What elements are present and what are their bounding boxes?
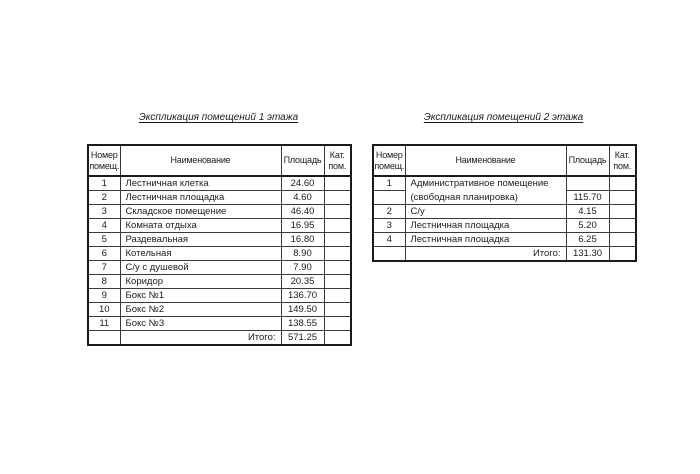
cell-category: [609, 191, 636, 205]
explication-block-floor2: [372, 112, 635, 262]
cell-name: (свободная планировка): [405, 191, 566, 205]
cell-name: Бокс №2: [120, 303, 281, 317]
cell-number: 5: [88, 233, 120, 247]
cell-number: 3: [88, 205, 120, 219]
cell-number: 1: [373, 176, 405, 191]
total-row: [88, 331, 351, 346]
cell-name: Лестничная площадка: [405, 219, 566, 233]
table-row: [88, 205, 351, 219]
total-row: [373, 247, 636, 262]
cell-category: [324, 275, 351, 289]
cell-number: 7: [88, 261, 120, 275]
header-row: [88, 145, 351, 176]
cell-name: Административное помещение: [405, 176, 566, 191]
explication-block-floor1: [87, 112, 350, 346]
cell-category: [324, 219, 351, 233]
header-category: [324, 145, 351, 176]
cell-name: Бокс №1: [120, 289, 281, 303]
table-row: [373, 176, 636, 191]
cell-name: Бокс №3: [120, 317, 281, 331]
header-number-line2: помещ.: [374, 160, 405, 171]
header-number: [373, 145, 405, 176]
cell-area: 24.60: [281, 176, 324, 191]
header-category-line2: пом.: [613, 160, 632, 171]
cell-category: [609, 233, 636, 247]
header-category-line1: Кат.: [329, 150, 345, 161]
cell-area: 20.35: [281, 275, 324, 289]
cell-number: 11: [88, 317, 120, 331]
cell-area: 5.20: [566, 219, 609, 233]
cell-category: [609, 176, 636, 191]
total-label: Итого:: [405, 247, 566, 262]
header-area: Площадь: [566, 145, 609, 176]
cell-name: Лестничная площадка: [405, 233, 566, 247]
header-number-line1: Номер: [375, 150, 403, 161]
cell-category: [324, 303, 351, 317]
table-title-floor1: Экспликация помещений 1 этажа: [138, 112, 299, 123]
explication-table-floor2: [372, 144, 637, 262]
cell-area: 16.95: [281, 219, 324, 233]
cell-number: 8: [88, 275, 120, 289]
table-row: [88, 176, 351, 191]
cell-number: [373, 247, 405, 262]
table-row: [88, 233, 351, 247]
table-row: [373, 205, 636, 219]
cell-category: [324, 331, 351, 346]
header-number-line2: помещ.: [89, 160, 120, 171]
cell-area: 138.55: [281, 317, 324, 331]
cell-number: 2: [373, 205, 405, 219]
cell-category: [324, 191, 351, 205]
cell-name: Комната отдыха: [120, 219, 281, 233]
table-row: [88, 289, 351, 303]
cell-area: 136.70: [281, 289, 324, 303]
explication-table-floor1: [87, 144, 352, 346]
table-row: [88, 219, 351, 233]
table-row: [373, 233, 636, 247]
cell-number: 4: [373, 233, 405, 247]
cell-name: С/у с душевой: [120, 261, 281, 275]
header-name: Наименование: [120, 145, 281, 176]
cell-category: [609, 219, 636, 233]
cell-name: С/у: [405, 205, 566, 219]
header-category: [609, 145, 636, 176]
header-name: Наименование: [405, 145, 566, 176]
cell-area: 4.15: [566, 205, 609, 219]
cell-category: [324, 176, 351, 191]
cell-name: Раздевальная: [120, 233, 281, 247]
header-category-line1: Кат.: [614, 150, 630, 161]
total-value: 131.30: [566, 247, 609, 262]
cell-area: 4.60: [281, 191, 324, 205]
cell-name: Складское помещение: [120, 205, 281, 219]
cell-category: [324, 205, 351, 219]
cell-name: Лестничная клетка: [120, 176, 281, 191]
table-title-floor2: Экспликация помещений 2 этажа: [423, 112, 584, 123]
cell-number: 10: [88, 303, 120, 317]
cell-name: Коридор: [120, 275, 281, 289]
cell-category: [324, 247, 351, 261]
table-row: [88, 303, 351, 317]
cell-number: 3: [373, 219, 405, 233]
cell-number: 1: [88, 176, 120, 191]
total-label: Итого:: [120, 331, 281, 346]
table-row: [373, 191, 636, 205]
cell-number: [373, 191, 405, 205]
table-row: [88, 247, 351, 261]
cell-category: [324, 317, 351, 331]
table-row: [88, 261, 351, 275]
cell-name: Лестничная площадка: [120, 191, 281, 205]
cell-area: [566, 176, 609, 191]
cell-category: [324, 289, 351, 303]
cell-number: 9: [88, 289, 120, 303]
table-row: [88, 317, 351, 331]
cell-number: [88, 331, 120, 346]
cell-category: [609, 205, 636, 219]
cell-number: 4: [88, 219, 120, 233]
total-value: 571.25: [281, 331, 324, 346]
cell-number: 6: [88, 247, 120, 261]
table-row: [373, 219, 636, 233]
cell-category: [609, 247, 636, 262]
cell-category: [324, 233, 351, 247]
cell-area: 8.90: [281, 247, 324, 261]
cell-area: 6.25: [566, 233, 609, 247]
table-row: [88, 191, 351, 205]
header-number-line1: Номер: [90, 150, 118, 161]
cell-area: 46.40: [281, 205, 324, 219]
cell-number: 2: [88, 191, 120, 205]
cell-area: 115.70: [566, 191, 609, 205]
cell-area: 149.50: [281, 303, 324, 317]
cell-name: Котельная: [120, 247, 281, 261]
header-category-line2: пом.: [328, 160, 347, 171]
header-row: [373, 145, 636, 176]
header-number: [88, 145, 120, 176]
cell-area: 16.80: [281, 233, 324, 247]
table-row: [88, 275, 351, 289]
cell-category: [324, 261, 351, 275]
header-area: Площадь: [281, 145, 324, 176]
cell-area: 7.90: [281, 261, 324, 275]
